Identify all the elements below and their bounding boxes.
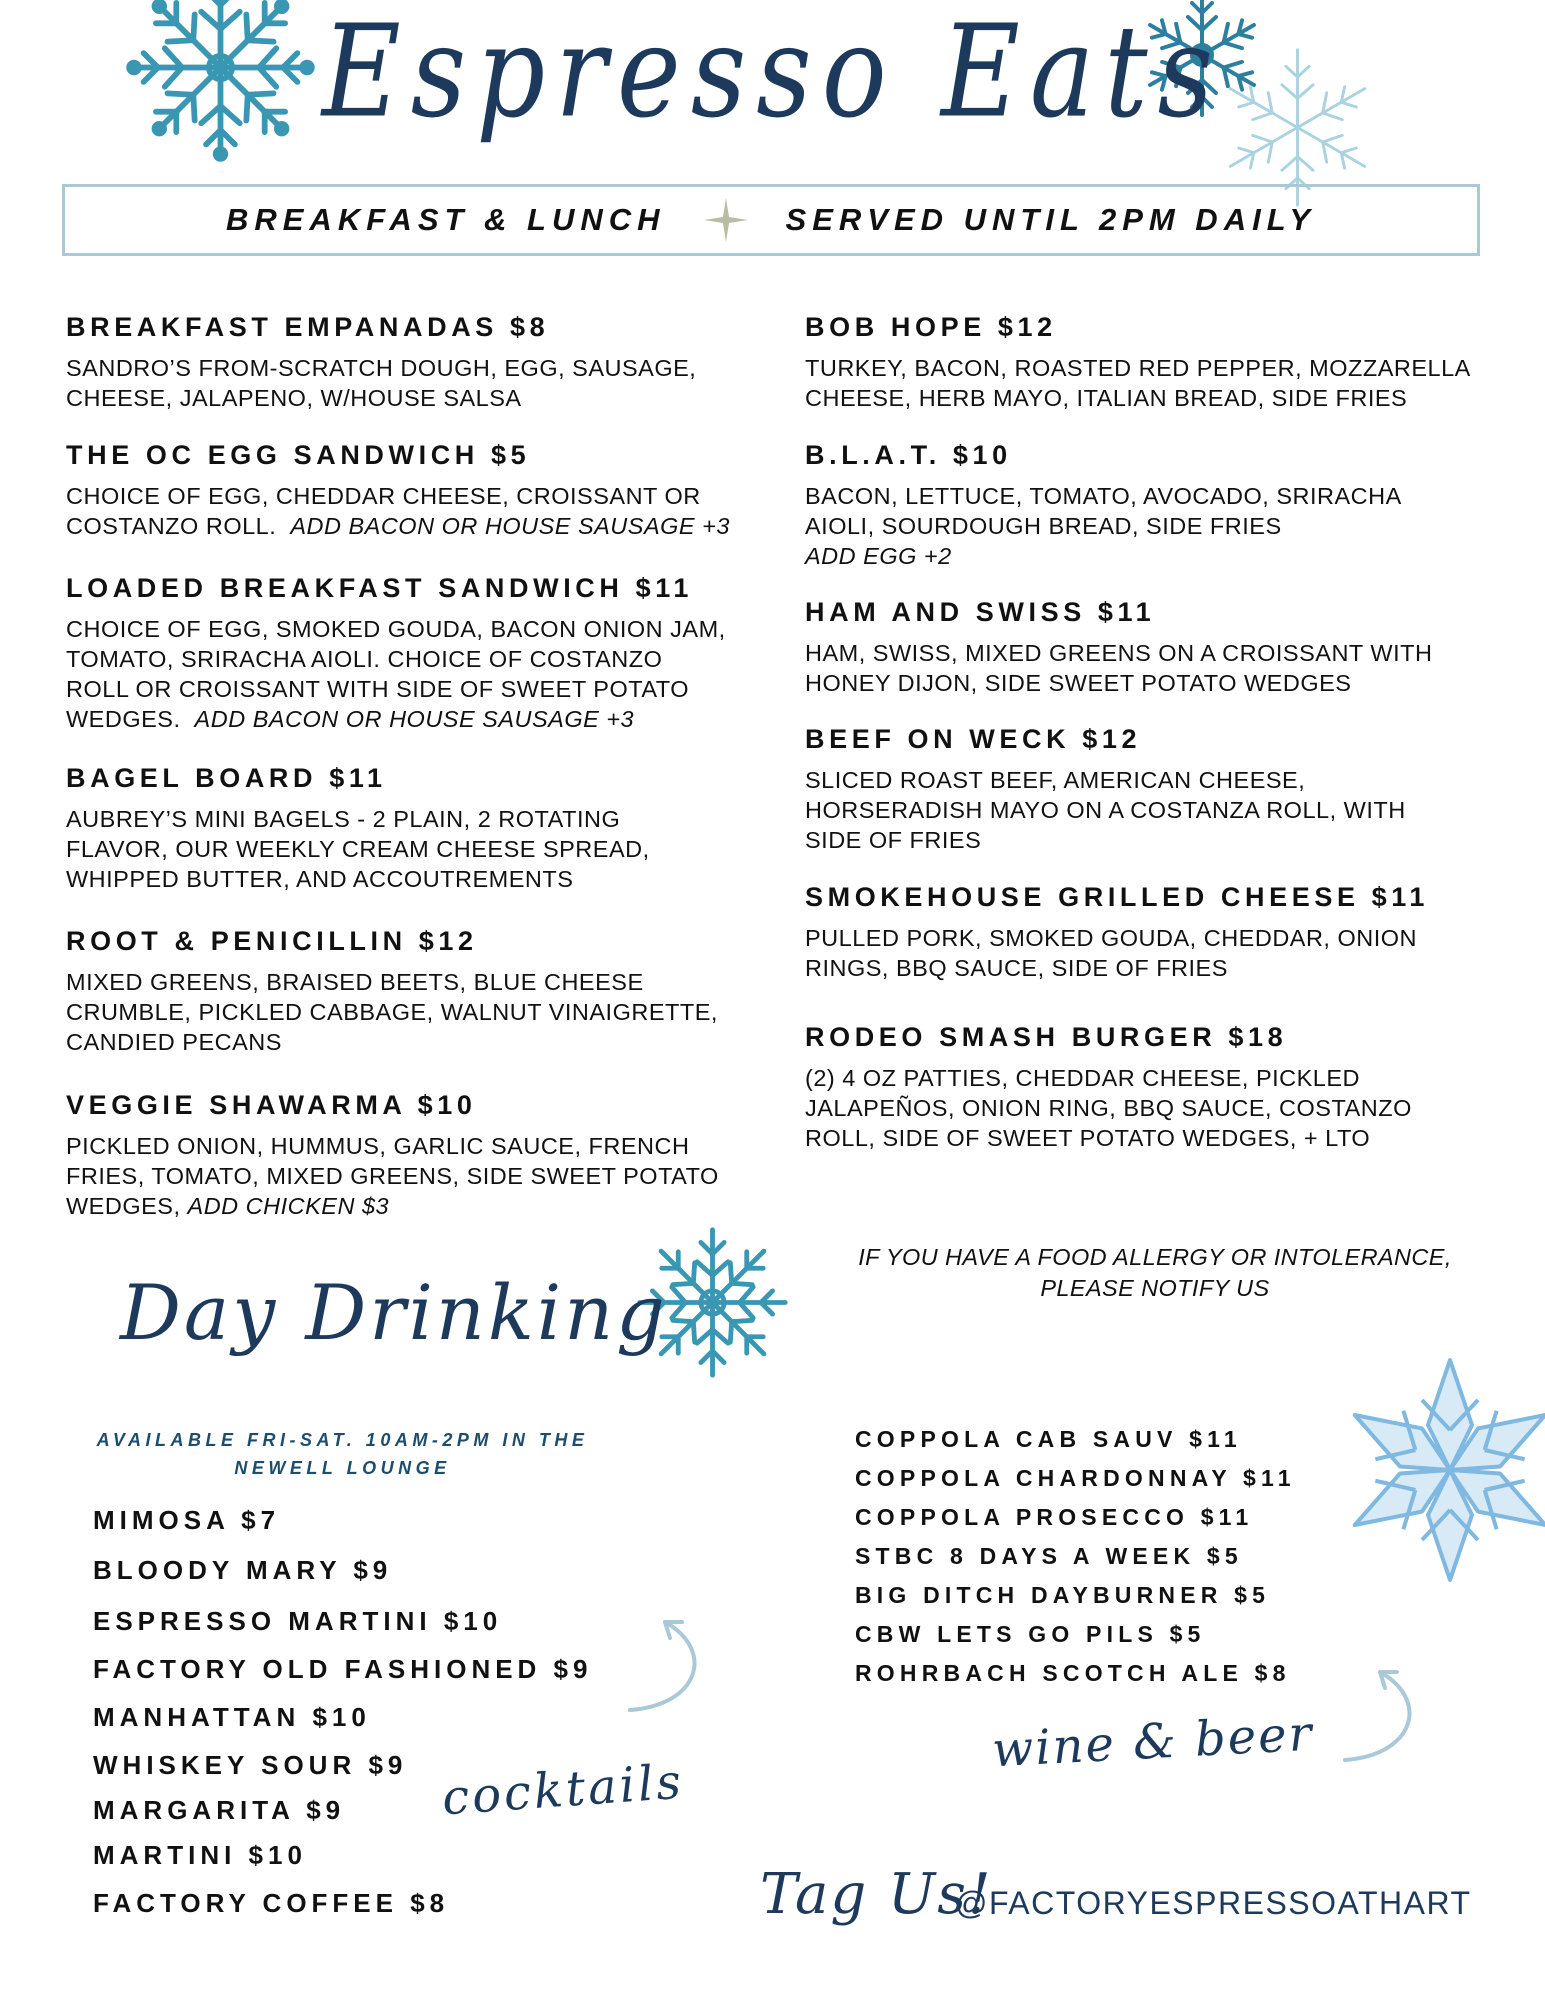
menu-item bbox=[66, 312, 766, 413]
cocktail-item: MARTINI $10 bbox=[93, 1840, 307, 1870]
wine-beer-item: CBW LETS GO PILS $5 bbox=[855, 1621, 1206, 1647]
menu-item bbox=[805, 882, 1505, 983]
menu-item-description: MIXED GREENS, BRAISED BEETS, BLUE CHEESE CRUMBLE, PICKLED CABBAGE, WALNUT VINAIGRETTE, CANDIED PECANS bbox=[66, 969, 718, 1055]
wine-beer-item: BIG DITCH DAYBURNER $5 bbox=[855, 1582, 1271, 1608]
cocktail-item: MARGARITA $9 bbox=[93, 1795, 346, 1825]
page-title: Espresso Eats bbox=[321, 0, 1224, 147]
hours-banner bbox=[62, 184, 1480, 256]
menu-item-description: BACON, LETTUCE, TOMATO, AVOCADO, SRIRACHA AIOLI, SOURDOUGH BREAD, SIDE FRIES bbox=[805, 483, 1402, 539]
menu-item bbox=[805, 440, 1505, 571]
day-drinking-title: Day Drinking bbox=[120, 1268, 668, 1357]
menu-item-name: THE OC EGG SANDWICH $5 bbox=[66, 440, 531, 470]
menu-item bbox=[805, 312, 1505, 413]
cocktail-item: ESPRESSO MARTINI $10 bbox=[93, 1606, 503, 1636]
menu-item-description: PULLED PORK, SMOKED GOUDA, CHEDDAR, ONION RINGS, BBQ SAUCE, SIDE OF FRIES bbox=[805, 925, 1418, 981]
social-handle: @FACTORYESPRESSOATHART bbox=[955, 1885, 1472, 1921]
menu-item-description: PICKLED ONION, HUMMUS, GARLIC SAUCE, FRENCH FRIES, TOMATO, MIXED GREENS, SIDE SWEET POTATO WEDGES, ADD CHICKEN $3 bbox=[66, 1133, 719, 1219]
menu-item bbox=[805, 1022, 1505, 1153]
cocktail-item: MANHATTAN $10 bbox=[93, 1702, 371, 1732]
banner-right-text: SERVED UNTIL 2PM DAILY bbox=[785, 202, 1317, 237]
tag-us-label: Tag Us! bbox=[760, 1862, 993, 1927]
menu-item-description: (2) 4 OZ PATTIES, CHEDDAR CHEESE, PICKLED JALAPEÑOS, ONION RING, BBQ SAUCE, COSTANZO ROLL, SIDE OF SWEET POTATO WEDGES, + LTO bbox=[805, 1065, 1412, 1151]
curved-arrow-icon bbox=[1335, 1660, 1445, 1770]
cocktail-item: BLOODY MARY $9 bbox=[93, 1555, 393, 1585]
wine-beer-item: COPPOLA PROSECCO $11 bbox=[855, 1504, 1254, 1530]
wine-beer-item: ROHRBACH SCOTCH ALE $8 bbox=[855, 1660, 1291, 1686]
wine-beer-item: STBC 8 DAYS A WEEK $5 bbox=[855, 1543, 1243, 1569]
menu-item-description: HAM, SWISS, MIXED GREENS ON A CROISSANT WITH HONEY DIJON, SIDE SWEET POTATO WEDGES bbox=[805, 640, 1433, 696]
menu-item-description: SANDRO’S FROM-SCRATCH DOUGH, EGG, SAUSAGE, CHEESE, JALAPENO, W/HOUSE SALSA bbox=[66, 355, 697, 411]
cocktail-item: FACTORY OLD FASHIONED $9 bbox=[93, 1654, 593, 1684]
menu-item-name: BAGEL BOARD $11 bbox=[66, 763, 387, 793]
menu-item-name: VEGGIE SHAWARMA $10 bbox=[66, 1090, 477, 1120]
menu-item bbox=[66, 1090, 766, 1221]
menu-item-description: CHOICE OF EGG, CHEDDAR CHEESE, CROISSANT OR COSTANZO ROLL. ADD BACON OR HOUSE SAUSAGE +3 bbox=[66, 483, 730, 539]
menu-item bbox=[66, 440, 766, 541]
menu-item-name: LOADED BREAKFAST SANDWICH $11 bbox=[66, 573, 693, 603]
menu-item-name: BOB HOPE $12 bbox=[805, 312, 1057, 342]
banner-left-text: BREAKFAST & LUNCH bbox=[225, 202, 666, 237]
menu-item-name: BEEF ON WECK $12 bbox=[805, 724, 1142, 754]
menu-item-name: B.L.A.T. $10 bbox=[805, 440, 1012, 470]
menu-item-name: SMOKEHOUSE GRILLED CHEESE $11 bbox=[805, 882, 1430, 912]
menu-item bbox=[66, 926, 766, 1057]
cocktail-item: FACTORY COFFEE $8 bbox=[93, 1888, 450, 1918]
snowflake-icon bbox=[1355, 1350, 1545, 1590]
menu-item bbox=[805, 724, 1505, 855]
cocktail-item: WHISKEY SOUR $9 bbox=[93, 1750, 408, 1780]
day-drinking-subtitle: AVAILABLE FRI-SAT. 10AM-2PM IN THE NEWELL LOUNGE bbox=[96, 1430, 589, 1478]
cocktails-label: cocktails bbox=[440, 1753, 686, 1827]
menu-item-name: RODEO SMASH BURGER $18 bbox=[805, 1022, 1288, 1052]
menu-item-name: HAM AND SWISS $11 bbox=[805, 597, 1156, 627]
curved-arrow-icon bbox=[620, 1610, 730, 1720]
sparkle-icon bbox=[704, 198, 748, 242]
cocktail-item: MIMOSA $7 bbox=[93, 1505, 281, 1535]
menu-item-description: SLICED ROAST BEEF, AMERICAN CHEESE, HORSERADISH MAYO ON A COSTANZA ROLL, WITH SIDE OF FRIES bbox=[805, 767, 1406, 853]
menu-item-addon: ADD EGG +2 bbox=[805, 543, 952, 569]
menu-item bbox=[66, 573, 766, 734]
menu-item-name: BREAKFAST EMPANADAS $8 bbox=[66, 312, 550, 342]
wine-beer-label: wine & beer bbox=[990, 1705, 1315, 1779]
menu-item-description: CHOICE OF EGG, SMOKED GOUDA, BACON ONION JAM, TOMATO, SRIRACHA AIOLI. CHOICE OF COSTANZO ROLL OR CROISSANT WITH SIDE OF SWEET POTATO WEDGES. ADD BACON OR HOUSE SAUSAGE +3 bbox=[66, 616, 726, 732]
menu-item-description: TURKEY, BACON, ROASTED RED PEPPER, MOZZARELLA CHEESE, HERB MAYO, ITALIAN BREAD, SIDE FRIES bbox=[805, 355, 1471, 411]
wine-beer-item: COPPOLA CHARDONNAY $11 bbox=[855, 1465, 1296, 1491]
wine-beer-item: COPPOLA CAB SAUV $11 bbox=[855, 1426, 1242, 1452]
allergy-note: IF YOU HAVE A FOOD ALLERGY OR INTOLERANCE, PLEASE NOTIFY US bbox=[858, 1244, 1452, 1301]
menu-item-description: AUBREY’S MINI BAGELS - 2 PLAIN, 2 ROTATING FLAVOR, OUR WEEKLY CREAM CHEESE SPREAD, WHIPPED BUTTER, AND ACCOUTREMENTS bbox=[66, 806, 650, 892]
menu-item bbox=[805, 597, 1505, 698]
menu-item bbox=[66, 763, 766, 894]
menu-item-name: ROOT & PENICILLIN $12 bbox=[66, 926, 478, 956]
